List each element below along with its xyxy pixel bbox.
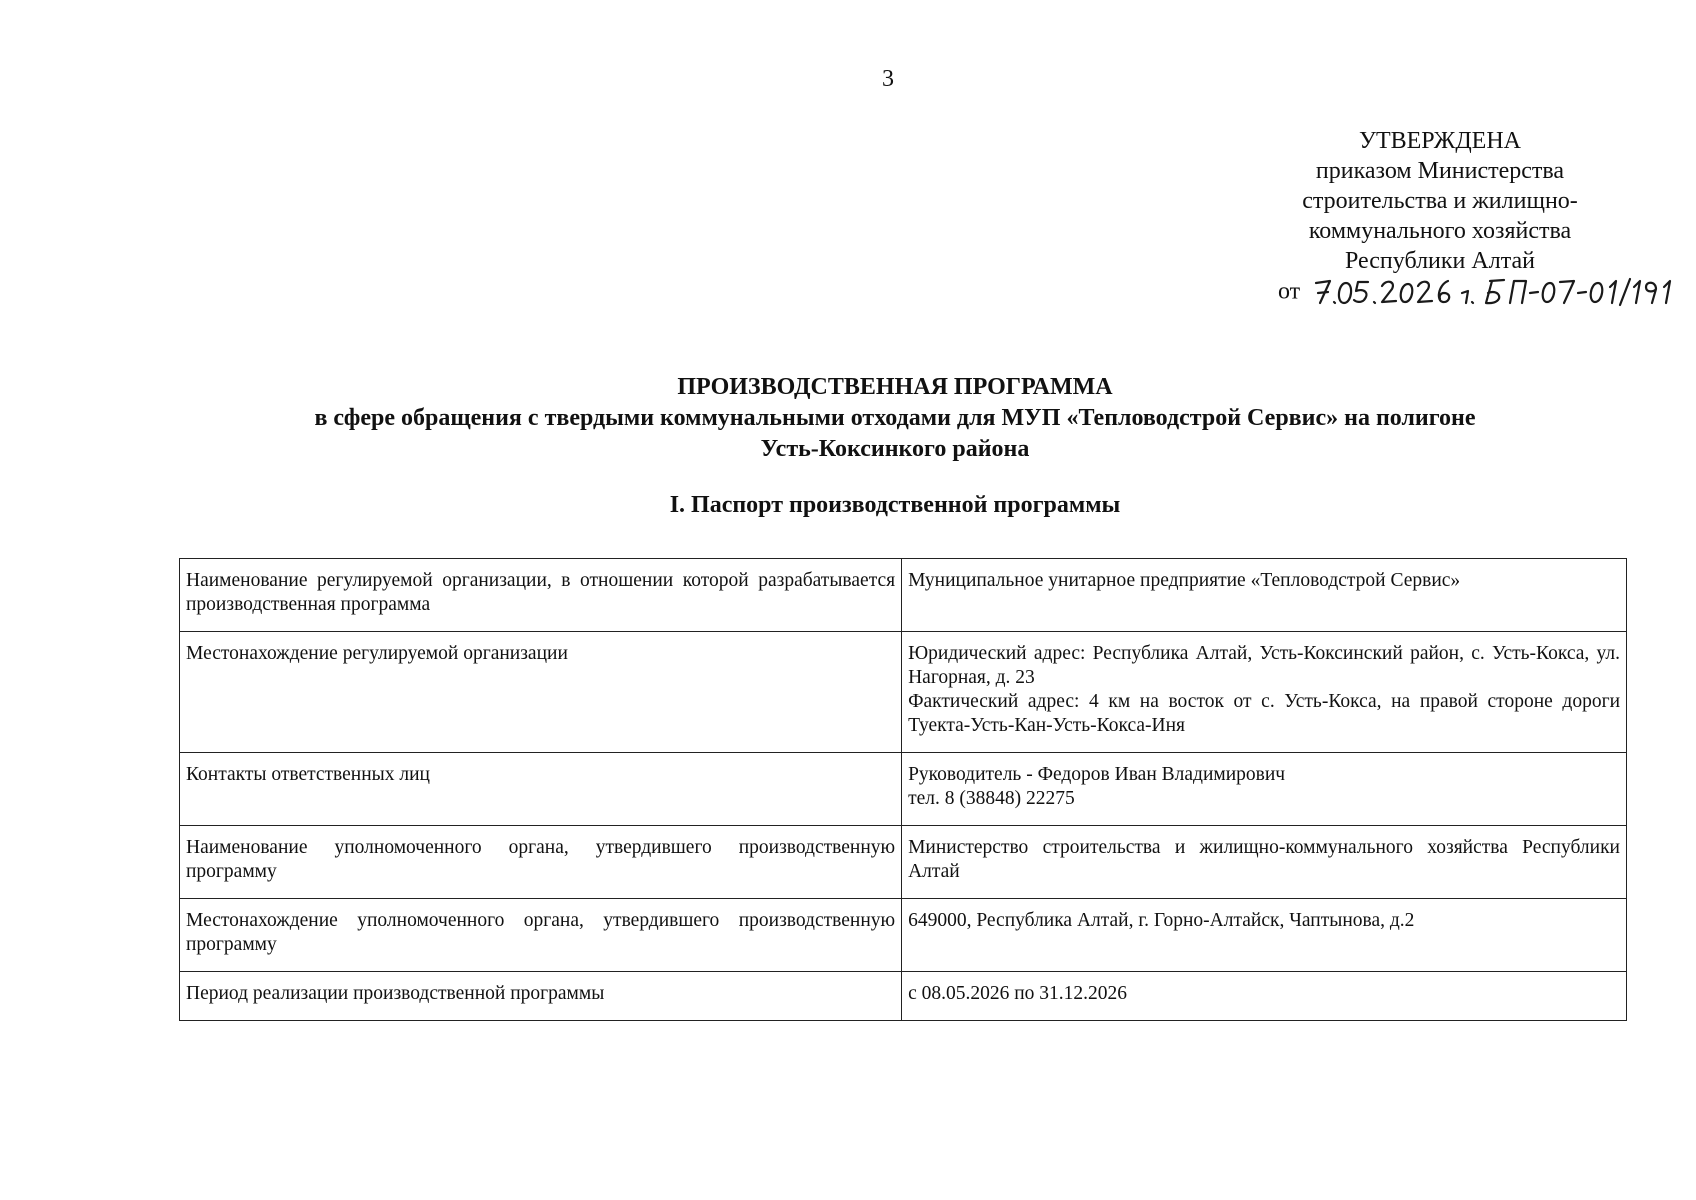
row-value-line: с 08.05.2026 по 31.12.2026 bbox=[908, 983, 1128, 1004]
table-row bbox=[180, 753, 1627, 826]
document-title-block bbox=[170, 372, 1620, 465]
approval-heading: УТВЕРЖДЕНА bbox=[1358, 128, 1522, 154]
row-value bbox=[902, 753, 1627, 826]
table-row bbox=[180, 899, 1627, 972]
row-value-line: Муниципальное унитарное предприятие «Тепловодстрой Сервис» bbox=[908, 570, 1461, 591]
row-value bbox=[902, 972, 1627, 1021]
row-label: Контакты ответственных лиц bbox=[180, 753, 902, 826]
row-value bbox=[902, 899, 1627, 972]
approval-date bbox=[1278, 270, 1696, 310]
table-row bbox=[180, 826, 1627, 899]
document-title: ПРОИЗВОДСТВЕННАЯ ПРОГРАММА bbox=[677, 374, 1113, 400]
row-value bbox=[902, 559, 1627, 632]
approval-date-prefix: от bbox=[1278, 278, 1301, 305]
approval-line: Республики Алтай bbox=[1345, 248, 1535, 274]
handwritten-date-signature bbox=[1312, 273, 1692, 309]
approval-line: коммунального хозяйства bbox=[1308, 218, 1572, 244]
row-value bbox=[902, 632, 1627, 753]
row-value-line: 649000, Республика Алтай, г. Горно-Алтайск, Чаптынова, д.2 bbox=[908, 910, 1415, 931]
table-row bbox=[180, 559, 1627, 632]
table-row bbox=[180, 632, 1627, 753]
passport-table bbox=[179, 558, 1627, 1021]
row-label: Период реализации производственной программы bbox=[180, 972, 902, 1021]
row-value-line: тел. 8 (38848) 22275 bbox=[908, 788, 1075, 809]
approval-stamp-block bbox=[1230, 126, 1650, 276]
section-title: I. Паспорт производственной программы bbox=[669, 492, 1121, 518]
row-value bbox=[902, 826, 1627, 899]
approval-line: приказом Министерства bbox=[1315, 158, 1565, 184]
row-label: Наименование регулируемой организации, в отношении которой разрабатывается производственная программа bbox=[180, 559, 902, 632]
row-label: Местонахождение регулируемой организации bbox=[180, 632, 902, 753]
approval-line: строительства и жилищно- bbox=[1302, 188, 1578, 214]
document-subtitle-line-2: Усть-Коксинкого района bbox=[760, 436, 1030, 462]
row-value-line: Руководитель - Федоров Иван Владимирович bbox=[908, 764, 1286, 785]
document-subtitle-line-1: в сфере обращения с твердыми коммунальными отходами для МУП «Тепловодстрой Сервис» на полигоне bbox=[314, 405, 1476, 431]
row-value-line: Фактический адрес: 4 км на восток от с. Усть-Кокса, на правой стороне дороги Туекта-Усть-Кан-Усть-Кокса-Иня bbox=[908, 691, 1620, 736]
row-label: Наименование уполномоченного органа, утвердившего производственную программу bbox=[180, 826, 902, 899]
row-value-line: Юридический адрес: Республика Алтай, Усть-Коксинский район, с. Усть-Кокса, ул. Нагорная, д. 23 bbox=[908, 643, 1620, 688]
page-number: 3 bbox=[882, 66, 894, 92]
row-label: Местонахождение уполномоченного органа, утвердившего производственную программу bbox=[180, 899, 902, 972]
table-row bbox=[180, 972, 1627, 1021]
row-value-line: Министерство строительства и жилищно-коммунального хозяйства Республики Алтай bbox=[908, 837, 1620, 882]
